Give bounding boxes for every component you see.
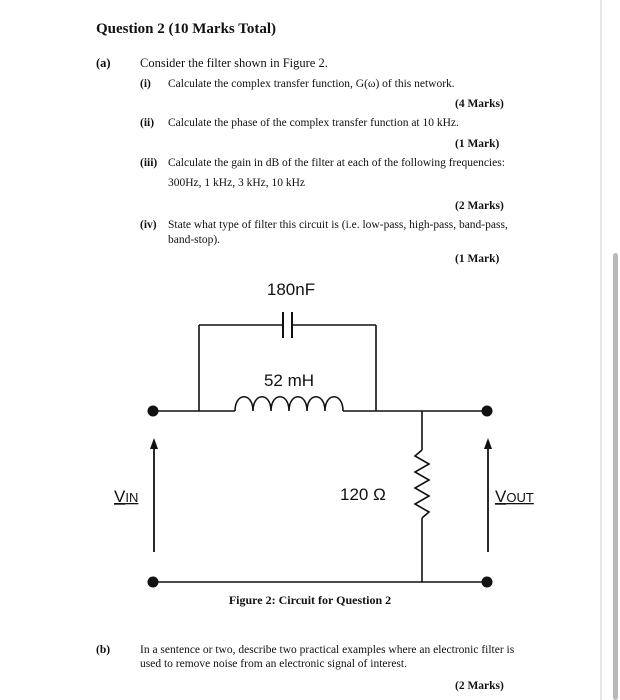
resistor-label: 120 Ω (340, 485, 386, 504)
item-iii-frequencies: 300Hz, 1 kHz, 3 kHz, 10 kHz (168, 177, 306, 189)
item-iv-label: (iv) (140, 219, 157, 231)
terminal-out-bottom (482, 577, 493, 588)
part-a-intro: Consider the filter shown in Figure 2. (140, 56, 328, 70)
part-b-label: (b) (96, 644, 111, 656)
item-iii-label: (iii) (140, 157, 158, 169)
part-b-marks: (2 Marks) (455, 680, 504, 692)
item-i-text: Calculate the complex transfer function, G(ω) of this network. (168, 78, 455, 90)
vout-arrow-head (484, 438, 492, 449)
part-a-label: (a) (96, 56, 111, 70)
item-i-label: (i) (140, 78, 151, 90)
item-iv-text: State what type of filter this circuit is (i.e. low-pass, high-pass, band-pass, (168, 219, 508, 231)
question-title: Question 2 (10 Marks Total) (96, 21, 277, 37)
inductor-label: 52 mH (263, 371, 315, 390)
item-ii-text: Calculate the phase of the complex transfer function at 10 kHz. (168, 117, 459, 129)
vin-label: VIN (114, 487, 139, 506)
figure-caption: Figure 2: Circuit for Question 2 (228, 593, 392, 607)
item-ii-marks: (1 Mark) (455, 138, 500, 150)
terminal-in-top (148, 406, 159, 417)
inductor-coil (235, 397, 343, 411)
item-iii-marks: (2 Marks) (455, 200, 504, 212)
item-i-marks: (4 Marks) (455, 98, 504, 110)
vin-arrow-head (150, 438, 158, 449)
terminal-in-bottom (148, 577, 159, 588)
item-iv-marks: (1 Mark) (455, 253, 500, 265)
item-iii-text: Calculate the gain in dB of the filter at each of the following frequencies: (168, 157, 505, 169)
resistor-zigzag (415, 450, 429, 518)
part-b-text-2: used to remove noise from an electronic signal of interest. (140, 658, 407, 670)
item-ii-label: (ii) (140, 117, 155, 129)
item-iv-text-2: band-stop). (168, 234, 221, 246)
vout-label: VOUT (495, 487, 534, 506)
part-b-text: In a sentence or two, describe two practical examples where an electronic filter is (140, 644, 515, 656)
capacitor-label: 180nF (266, 280, 316, 299)
terminal-out-top (482, 406, 493, 417)
